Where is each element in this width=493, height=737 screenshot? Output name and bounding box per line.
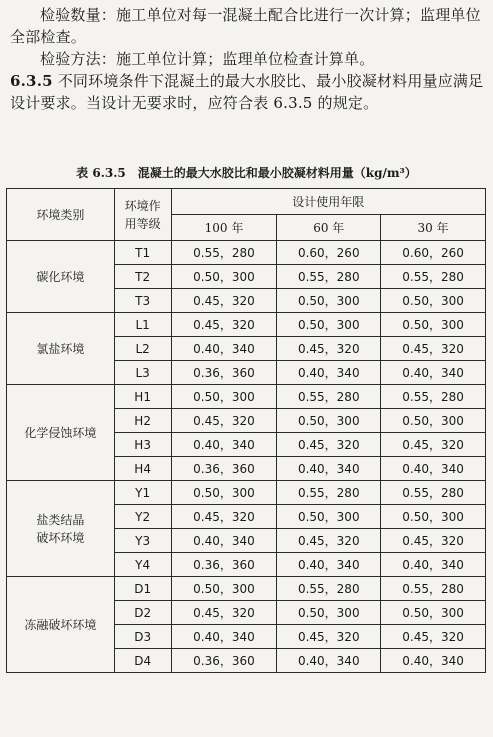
value-30: 0.45，320 — [381, 433, 486, 457]
value-100: 0.45，320 — [171, 505, 277, 529]
value-100: 0.40，340 — [171, 625, 277, 649]
grade-cell: L1 — [114, 313, 171, 337]
value-30: 0.55，280 — [381, 577, 486, 601]
grade-cell: D1 — [114, 577, 171, 601]
value-30: 0.50，300 — [381, 601, 486, 625]
header-grade — [114, 189, 171, 241]
grade-cell: T2 — [114, 265, 171, 289]
header-env-type: 环境类别 — [7, 189, 115, 241]
value-30: 0.55，280 — [381, 265, 486, 289]
header-60-years: 60 年 — [277, 215, 381, 241]
value-60: 0.50，300 — [277, 409, 381, 433]
value-30: 0.40，340 — [381, 553, 486, 577]
inspection-quantity-text: 检验数量：施工单位对每一混凝土配合比进行一次计算；监理单位全部检查。 — [10, 6, 481, 46]
grade-cell: T3 — [114, 289, 171, 313]
value-100: 0.45，320 — [171, 409, 277, 433]
header-100-years: 100 年 — [171, 215, 277, 241]
grade-cell: H2 — [114, 409, 171, 433]
value-60: 0.40，340 — [277, 649, 381, 673]
grade-cell: D3 — [114, 625, 171, 649]
env-chemical: 化学侵蚀环境 — [7, 385, 115, 481]
value-60: 0.50，300 — [277, 505, 381, 529]
value-60: 0.40，340 — [277, 361, 381, 385]
value-30: 0.60，260 — [381, 241, 486, 265]
clause-6-3-5 — [10, 70, 488, 114]
value-30: 0.45，320 — [381, 337, 486, 361]
value-60: 0.50，300 — [277, 289, 381, 313]
value-60: 0.40，340 — [277, 553, 381, 577]
value-100: 0.55，280 — [171, 241, 277, 265]
grade-cell: T1 — [114, 241, 171, 265]
header-grade-line2: 用等级 — [124, 216, 161, 231]
value-100: 0.40，340 — [171, 529, 277, 553]
value-100: 0.45，320 — [171, 289, 277, 313]
grade-cell: Y3 — [114, 529, 171, 553]
value-60: 0.45，320 — [277, 337, 381, 361]
env-carbonation: 碳化环境 — [7, 241, 115, 313]
value-30: 0.50，300 — [381, 505, 486, 529]
grade-cell: L3 — [114, 361, 171, 385]
value-60: 0.50，300 — [277, 313, 381, 337]
value-30: 0.40，340 — [381, 457, 486, 481]
clause-number: 6.3.5 — [10, 72, 53, 90]
value-30: 0.55，280 — [381, 481, 486, 505]
clause-text: 不同环境条件下混凝土的最大水胶比、最小胶凝材料用量应满足设计要求。当设计无要求时，应符合表 6.3.5 的规定。 — [10, 72, 484, 112]
value-100: 0.50，300 — [171, 481, 277, 505]
table-row — [7, 385, 486, 409]
value-30: 0.55，280 — [381, 385, 486, 409]
grade-cell: L2 — [114, 337, 171, 361]
value-30: 0.50，300 — [381, 313, 486, 337]
value-60: 0.55，280 — [277, 265, 381, 289]
value-60: 0.40，340 — [277, 457, 381, 481]
table-row — [7, 241, 486, 265]
value-100: 0.40，340 — [171, 433, 277, 457]
table-row — [7, 577, 486, 601]
value-60: 0.55，280 — [277, 481, 381, 505]
value-30: 0.45，320 — [381, 529, 486, 553]
value-30: 0.50，300 — [381, 409, 486, 433]
table-row — [7, 313, 486, 337]
grade-cell: Y2 — [114, 505, 171, 529]
value-100: 0.36，360 — [171, 649, 277, 673]
env-salt-line2: 破坏环境 — [36, 530, 85, 545]
value-60: 0.60，260 — [277, 241, 381, 265]
header-service-life: 设计使用年限 — [171, 189, 485, 215]
value-60: 0.45，320 — [277, 529, 381, 553]
grade-cell: H1 — [114, 385, 171, 409]
value-30: 0.50，300 — [381, 289, 486, 313]
env-salt-crystallization — [7, 481, 115, 577]
value-60: 0.55，280 — [277, 577, 381, 601]
header-grade-line1: 环境作 — [124, 198, 161, 213]
table-row — [7, 481, 486, 505]
value-60: 0.45，320 — [277, 625, 381, 649]
grade-cell: Y1 — [114, 481, 171, 505]
value-100: 0.40，340 — [171, 337, 277, 361]
grade-cell: D2 — [114, 601, 171, 625]
grade-cell: H3 — [114, 433, 171, 457]
value-60: 0.50，300 — [277, 601, 381, 625]
value-100: 0.36，360 — [171, 457, 277, 481]
value-100: 0.50，300 — [171, 577, 277, 601]
value-100: 0.36，360 — [171, 553, 277, 577]
grade-cell: Y4 — [114, 553, 171, 577]
header-30-years: 30 年 — [381, 215, 486, 241]
env-freeze-thaw: 冻融破坏环境 — [7, 577, 115, 673]
grade-cell: D4 — [114, 649, 171, 673]
value-30: 0.45，320 — [381, 625, 486, 649]
value-100: 0.36，360 — [171, 361, 277, 385]
inspection-method-text: 检验方法：施工单位计算；监理单位检查计算单。 — [40, 50, 375, 68]
value-100: 0.45，320 — [171, 601, 277, 625]
value-100: 0.50，300 — [171, 385, 277, 409]
value-60: 0.55，280 — [277, 385, 381, 409]
value-30: 0.40，340 — [381, 361, 486, 385]
value-30: 0.40，340 — [381, 649, 486, 673]
env-salt-line1: 盐类结晶 — [36, 512, 85, 527]
env-chloride: 氯盐环境 — [7, 313, 115, 385]
value-100: 0.50，300 — [171, 265, 277, 289]
value-60: 0.45，320 — [277, 433, 381, 457]
value-100: 0.45，320 — [171, 313, 277, 337]
spec-table — [6, 188, 486, 673]
grade-cell: H4 — [114, 457, 171, 481]
table-caption: 表 6.3.5 混凝土的最大水胶比和最小胶凝材料用量（kg/m³） — [76, 166, 417, 180]
